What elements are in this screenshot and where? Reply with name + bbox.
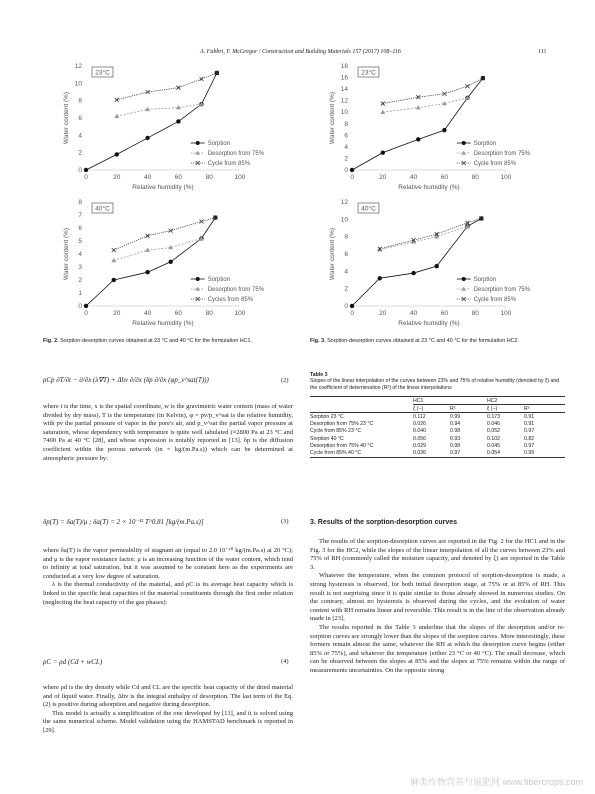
x-tick-label: 40 (143, 310, 152, 317)
equation-2-number: (2) (281, 377, 289, 384)
legend-label: Sorption (207, 141, 231, 147)
table-group-hc2: HC2 (487, 397, 565, 405)
legend-label: Cycle from 85% (207, 161, 251, 167)
table-cell: 0.036 (413, 449, 426, 456)
x-tick-label: 80 (205, 310, 213, 317)
sorption-point (416, 137, 420, 141)
x-tick-label: 80 (471, 310, 479, 317)
x-tick-label: 100 (234, 174, 246, 181)
equation-3-number: (3) (281, 518, 289, 525)
y-tick-label: 3 (78, 264, 82, 271)
x-tick-label: 100 (500, 174, 512, 181)
legend-label: Desorption from 75% (207, 151, 265, 157)
x-tick-label: 20 (113, 310, 121, 317)
y-axis-label: Water content (%) (329, 91, 336, 145)
table-cell: 0.054 (487, 449, 500, 456)
y-tick-label: 12 (340, 199, 348, 206)
series-line-0 (86, 73, 217, 170)
table-cell: 0.97 (524, 428, 535, 435)
table-row (310, 449, 565, 457)
panel-label: 23°C (95, 69, 110, 77)
legend-marker (196, 141, 200, 145)
chart-hc2-40 (322, 196, 572, 336)
x-tick-label: 0 (350, 310, 354, 317)
y-tick-label: 18 (340, 63, 348, 70)
table-subheader: ξ (−) (487, 405, 498, 412)
x-tick-label: 80 (471, 174, 479, 181)
y-tick-label: 5 (78, 238, 82, 245)
chart-hc1-23 (56, 60, 306, 200)
x-tick-label: 80 (205, 174, 213, 181)
sorption-point (169, 260, 173, 264)
y-tick-label: 8 (344, 120, 348, 128)
sorption-point (84, 168, 88, 172)
fig3-text: Sorption-desorption curves obtained at 23 °C and 40 °C for the formulation HC2. (327, 338, 519, 344)
series-line-1 (380, 226, 468, 249)
panel-label: 40°C (95, 205, 110, 213)
equation-4-number: (4) (281, 658, 289, 665)
legend-label: Sorption (473, 141, 497, 147)
desorption-point (145, 248, 150, 252)
sorption-point (350, 304, 354, 308)
equation-4: ρC = ρd (Cd + wCL) (43, 658, 103, 666)
watermark: 麻类作物营养与施肥网 www.fibercrops.com (409, 777, 583, 787)
y-tick-label: 2 (78, 277, 82, 284)
y-tick-label: 1 (78, 290, 82, 297)
table-cell: 0.99 (450, 413, 461, 420)
sorption-point (176, 119, 180, 123)
table-cell: 0.046 (487, 421, 500, 428)
x-tick-label: 100 (234, 310, 246, 317)
legend-marker (196, 277, 200, 281)
table-row-label: Desorption from 75% 40 °C (310, 442, 374, 449)
x-axis-label: Relative humidity (%) (398, 184, 460, 191)
paragraph: The results of the sorption-desorption curves are reported in the Fig. 2 for the HC1 and in the Fig. 3 for the HC2, while the slopes of the linear interpolation of all the curves between 23% and 75% of RH (commonly called the moisture capacity, and denoted by ξ) are reported in the Table 3. (310, 538, 565, 571)
table-3-caption: Slopes of the linear interpolation of the curves between 23% and 75% of relative humidity (denoted by ξ) and the coefficient of determination (R²) of the linear interpolations (310, 378, 560, 391)
x-tick-label: 40 (143, 174, 152, 181)
y-tick-label: 10 (340, 109, 348, 117)
left-text-3 (43, 684, 293, 736)
table-row-label: Desorption from 75% 23 °C (310, 421, 374, 428)
right-text (310, 538, 565, 676)
table-cell: 0.94 (450, 421, 461, 428)
series-line-1 (383, 98, 468, 112)
fig3-label: Fig. 3. (310, 338, 326, 344)
y-tick-label: 0 (344, 303, 348, 310)
table-cell: 0.99 (524, 449, 535, 456)
table-3 (310, 372, 565, 458)
table-cell: 0.056 (413, 435, 426, 442)
sorption-point (435, 264, 439, 268)
paragraph: where ρd is the dry density while Cd and CL are the specific heat capacity of the dried material and of liquid water. Finally, Δhv is the integral enthalpy of desorption. The last term of the Eq. (2) is positive during adsorption and negative during desorption. (43, 684, 293, 709)
y-tick-label: 8 (344, 233, 348, 241)
table-cell: 0.93 (450, 435, 461, 442)
y-axis-label: Water content (%) (63, 227, 70, 281)
table-3-grid (310, 396, 565, 458)
panel-label: 23°C (361, 69, 376, 77)
desorption-point (416, 105, 421, 109)
sorption-point (84, 304, 88, 308)
paragraph: This model is actually a simplification of the one developed by [13], and it is solved using the same numerical scheme. Model validation using the HAMSTAD benchmark is reported in [29]. (43, 709, 293, 734)
sorption-point (378, 276, 382, 280)
table-cell: 0.045 (487, 442, 500, 449)
y-tick-label: 6 (78, 225, 82, 232)
series-line-0 (352, 218, 481, 306)
series-line-0 (86, 218, 215, 306)
x-tick-label: 0 (84, 310, 88, 317)
table-cell: 0.91 (524, 413, 535, 420)
y-tick-label: 4 (344, 143, 348, 151)
sorption-point (112, 278, 116, 282)
x-axis-label: Relative humidity (%) (398, 320, 460, 327)
x-tick-label: 60 (440, 174, 449, 181)
page-number: 111 (538, 49, 547, 55)
table-cell: 0.112 (413, 413, 426, 420)
left-text-1 (43, 403, 293, 463)
x-tick-label: 40 (409, 174, 418, 181)
legend-label: Desorption from 75% (473, 151, 531, 157)
x-tick-label: 100 (500, 310, 512, 317)
paragraph: The results reported in the Table 3 underline that the slopes of the desorption and/or re-sorption curves are strongly lower than the slopes of the sorption curves. More interestingly, these formers remain almost the same, whatever the RH at which the desorption curve begins (either 85% or 75%), and whatever the temperature (either 23 °C or 40 °C). The small decrease, which can be observed between the slopes at 85% and the slopes at 75% remains within the range of measurements uncertainties. On the opposite strong (310, 623, 565, 674)
table-row (310, 442, 565, 449)
section-heading: 3. Results of the sorption-desorption curves (310, 519, 458, 526)
table-3-label: Table 3 (310, 372, 328, 378)
legend-label: Cycle from 85% (473, 161, 517, 167)
fig3-caption (310, 337, 565, 345)
table-row-label: Cycle from 85% 40 °C (310, 449, 362, 456)
y-tick-label: 0 (78, 303, 82, 310)
fig2-text: Sorption-desorption curves obtained at 23 °C and 40 °C for the formulation HC1. (60, 338, 252, 344)
y-tick-label: 10 (74, 80, 82, 88)
table-cell: 0.97 (450, 449, 461, 456)
sorption-point (145, 270, 149, 274)
fig2-caption (43, 337, 293, 345)
y-tick-label: 4 (344, 268, 348, 276)
y-tick-label: 12 (340, 97, 348, 105)
table-cell: 0.98 (450, 442, 461, 449)
y-tick-label: 12 (74, 63, 82, 70)
y-tick-label: 0 (344, 167, 348, 174)
x-tick-label: 20 (113, 174, 121, 181)
legend-label: Cycle from 85% (473, 297, 517, 303)
series-line-2 (380, 218, 482, 248)
y-tick-label: 2 (78, 149, 82, 157)
table-row (310, 435, 565, 442)
legend-label: Sorption (207, 277, 231, 283)
table-cell: 0.052 (487, 428, 500, 435)
paragraph: λ is the thermal conductivity of the material, and ρC is its average heat capacity which is linked to the specific heat capacities of the material constituents through the first order relation (neglecting the heat capacity of the gas phases): (43, 581, 293, 606)
chart-hc2-23 (322, 60, 572, 200)
paragraph: where t is the time, x is the spatial coordinate, w is the gravimetric water content (mass of water divided by dry mass), T is the temperature (in Kelvin), φ = pv/p_v^sat is the relative humidity, with pv the partial pressure of vapor in the pore's air, and p_v^sat the partial vapor pressure at saturation, whose dependency with temperature is quite well tabulated (≈2800 Pa at 23 °C and 7400 Pa at 40 °C [28], and whose expression is notably reported in [13]. δp is the diffusion coefficient within the porous network (in = kg/(m.Pa.s)) which can be determined at atmospheric pressure by: (43, 403, 293, 462)
table-subheader: R² (524, 405, 530, 412)
table-subheader: R² (450, 405, 456, 412)
table-cell: 0.102 (487, 435, 500, 442)
table-cell: 0.173 (487, 413, 500, 420)
y-axis-label: Water content (%) (329, 227, 336, 281)
sorption-point (145, 136, 149, 140)
sorption-point (350, 168, 354, 172)
legend-label: Cycles from 85% (207, 297, 254, 303)
y-tick-label: 0 (78, 167, 82, 174)
x-tick-label: 60 (174, 310, 183, 317)
equation-3: δp(T) = δa(T)/μ ; δa(T) = 2 × 10⁻¹² T^0.81 [kg/(m.Pa.s)] (43, 518, 204, 526)
x-axis-label: Relative humidity (%) (132, 184, 194, 191)
y-tick-label: 4 (78, 251, 82, 258)
y-tick-label: 6 (344, 251, 348, 258)
y-tick-label: 6 (344, 132, 348, 140)
y-tick-label: 2 (344, 155, 348, 163)
table-cell: 0.98 (450, 428, 461, 435)
y-tick-label: 4 (78, 132, 82, 140)
series-line-1 (117, 104, 202, 116)
y-tick-label: 7 (78, 212, 82, 219)
y-tick-label: 2 (344, 285, 348, 293)
paragraph: where δa(T) is the vapor permeability of stagnant air (equal to 2.0 10⁻¹⁰ kg/(m.Pa.s) at 20 °C); and μ is the vapor resistance factor. μ is an increasing function of the water content, which tend to infinity at total saturation, but it was assumed to be constant here as the experiments are conducted at a very low degree of saturation. (43, 547, 293, 580)
series-line-2 (117, 73, 217, 100)
table-cell: 0.91 (524, 421, 535, 428)
y-axis-label: Water content (%) (63, 91, 70, 145)
sorption-point (411, 271, 415, 275)
y-tick-label: 6 (78, 115, 82, 122)
legend-label: Sorption (473, 277, 497, 283)
table-row (310, 413, 565, 421)
y-tick-label: 14 (340, 86, 348, 94)
x-tick-label: 60 (174, 174, 183, 181)
table-row-label: Sorption 40 °C (310, 435, 344, 442)
table-group-hc1: HC1 (413, 397, 487, 405)
chart-hc1-40 (56, 196, 306, 336)
fig2-label: Fig. 2. (43, 338, 59, 344)
y-tick-label: 8 (78, 199, 82, 206)
legend-label: Desorption from 75% (473, 287, 531, 293)
table-cell: 0.82 (524, 435, 535, 442)
x-tick-label: 0 (84, 174, 88, 181)
y-tick-label: 10 (340, 216, 348, 224)
series-line-1 (114, 238, 202, 260)
panel-label: 40°C (361, 205, 376, 213)
legend-marker (462, 277, 466, 281)
table-row-label: Sorption 23 °C (310, 413, 344, 420)
table-cell: 0.97 (524, 442, 535, 449)
x-tick-label: 60 (440, 310, 449, 317)
legend-marker (462, 141, 466, 145)
table-cell: 0.029 (413, 442, 426, 449)
table-row (310, 428, 565, 435)
y-tick-label: 16 (340, 74, 348, 82)
table-subheader: ξ (−) (413, 405, 424, 412)
header-title: A. Fabbri, F. McGregor / Construction and Building Materials 157 (2017) 108–116 (200, 49, 401, 55)
sorption-point (442, 128, 446, 132)
table-row (310, 421, 565, 428)
table-row-label: Cycle from 85% 23 °C (310, 428, 362, 435)
paragraph: Whatever the temperature, when the common protocol of sorption-desorption is made, a strong hysteresis is observed, for both initial desorption stage, at 75% or at 85% of RH. This result is not surprising since it is quite similar to those already showed in numerous studies. On the contrary, almost no hysteresis is observed during the cycles, and the evolution of water content with RH remains linear and reversible. This result is in the line of the observation already made in [23]. (310, 572, 565, 623)
legend-label: Desorption from 75% (207, 287, 265, 293)
x-tick-label: 0 (350, 174, 354, 181)
left-text-2 (43, 547, 293, 607)
y-tick-label: 8 (78, 97, 82, 105)
x-axis-label: Relative humidity (%) (132, 320, 194, 327)
x-tick-label: 20 (379, 174, 387, 181)
x-tick-label: 40 (409, 310, 418, 317)
series-line-0 (352, 78, 483, 170)
table-cell: 0.040 (413, 428, 426, 435)
sorption-point (381, 150, 385, 154)
sorption-point (115, 152, 119, 156)
table-cell: 0.026 (413, 421, 426, 428)
x-tick-label: 20 (379, 310, 387, 317)
equation-2: ρCp ∂T/∂t − ∂/∂x (λ∇T) + Δhv ∂/∂x (δp ∂/∂x (φp_v^sat(T))) (43, 376, 209, 384)
